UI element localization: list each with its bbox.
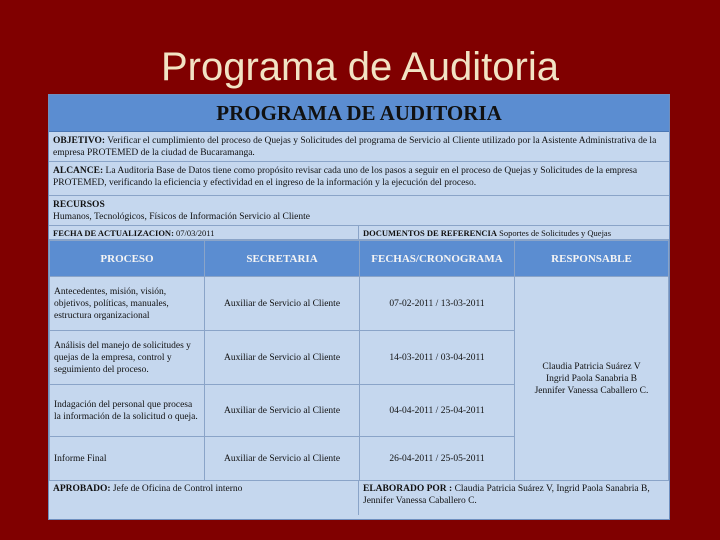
elaborado-value: Claudia Patricia Suárez V, Ingrid Paola Sanabria B, Jennifer Vanessa Caballero C.	[363, 484, 650, 506]
fechas-cell: 04-04-2011 / 25-04-2011	[360, 385, 515, 437]
aprobado-label: APROBADO:	[53, 484, 111, 494]
objetivo-text: Verificar el cumplimiento del proceso de Quejas y Solicitudes del programa de Servicio al Cliente utilizado por la Asistente Administrativa de la empresa PROTEMED de la ciudad de Bucaramanga.	[53, 136, 657, 158]
fechas-cell: 26-04-2011 / 25-05-2011	[360, 437, 515, 481]
header-secretaria: SECRETARIA	[205, 241, 360, 277]
table-header-row	[50, 241, 669, 277]
audit-program-document	[48, 94, 670, 520]
documentos-referencia-value: Soportes de Solicitudes y Quejas	[496, 228, 612, 238]
secretaria-cell: Auxiliar de Servicio al Cliente	[205, 331, 360, 385]
responsable-name: Claudia Patricia Suárez V	[542, 361, 641, 372]
recursos-label: RECURSOS	[53, 200, 105, 210]
secretaria-cell: Auxiliar de Servicio al Cliente	[205, 437, 360, 481]
secretaria-cell: Auxiliar de Servicio al Cliente	[205, 277, 360, 331]
fecha-actualizacion-label: FECHA DE ACTUALIZACION:	[53, 228, 174, 238]
responsable-name: Jennifer Vanessa Caballero C.	[534, 385, 649, 396]
proceso-cell: Análisis del manejo de solicitudes y quejas de la empresa, control y seguimiento del proceso.	[50, 331, 205, 385]
recursos-row	[49, 196, 669, 226]
fecha-actualizacion-value: 07/03/2011	[173, 228, 215, 238]
aprobado-value: Jefe de Oficina de Control interno	[110, 484, 243, 494]
objetivo-row	[49, 132, 669, 162]
proceso-cell: Informe Final	[50, 437, 205, 481]
fechas-cell: 07-02-2011 / 13-03-2011	[360, 277, 515, 331]
header-proceso: PROCESO	[50, 241, 205, 277]
aprobado	[49, 481, 359, 515]
document-title: PROGRAMA DE AUDITORIA	[49, 95, 669, 132]
responsable-name: Ingrid Paola Sanabria B	[545, 373, 638, 384]
elaborado-label: ELABORADO POR :	[363, 484, 453, 494]
recursos-text: Humanos, Tecnológicos, Físicos de Información Servicio al Cliente	[53, 212, 310, 222]
alcance-label: ALCANCE:	[53, 166, 104, 176]
responsable-cell	[515, 277, 669, 481]
objetivo-label: OBJETIVO:	[53, 136, 106, 146]
table-row	[50, 277, 669, 331]
header-responsable: RESPONSABLE	[515, 241, 669, 277]
elaborado	[359, 481, 669, 515]
fecha-documentos-row	[49, 226, 669, 240]
fechas-cell: 14-03-2011 / 03-04-2011	[360, 331, 515, 385]
documentos-referencia-label: DOCUMENTOS DE REFERENCIA	[363, 228, 497, 238]
proceso-cell: Indagación del personal que procesa la información de la solicitud o queja.	[50, 385, 205, 437]
alcance-text: La Auditoria Base de Datos tiene como propósito revisar cada uno de los pasos a seguir en el proceso de Quejas y Solicitudes de la empresa PROTEMED, verificando la eficiencia y efectividad en el ingreso de la información y la ejecución del proceso.	[53, 166, 638, 188]
secretaria-cell: Auxiliar de Servicio al Cliente	[205, 385, 360, 437]
slide-title: Programa de Auditoria	[160, 45, 559, 89]
documentos-referencia	[359, 226, 669, 239]
fecha-actualizacion	[49, 226, 359, 239]
schedule-table	[49, 240, 669, 481]
header-fechas: FECHAS/CRONOGRAMA	[360, 241, 515, 277]
signatures-row	[49, 481, 669, 515]
alcance-row	[49, 162, 669, 196]
proceso-cell: Antecedentes, misión, visión, objetivos, políticas, manuales, estructura organizacional	[50, 277, 205, 331]
